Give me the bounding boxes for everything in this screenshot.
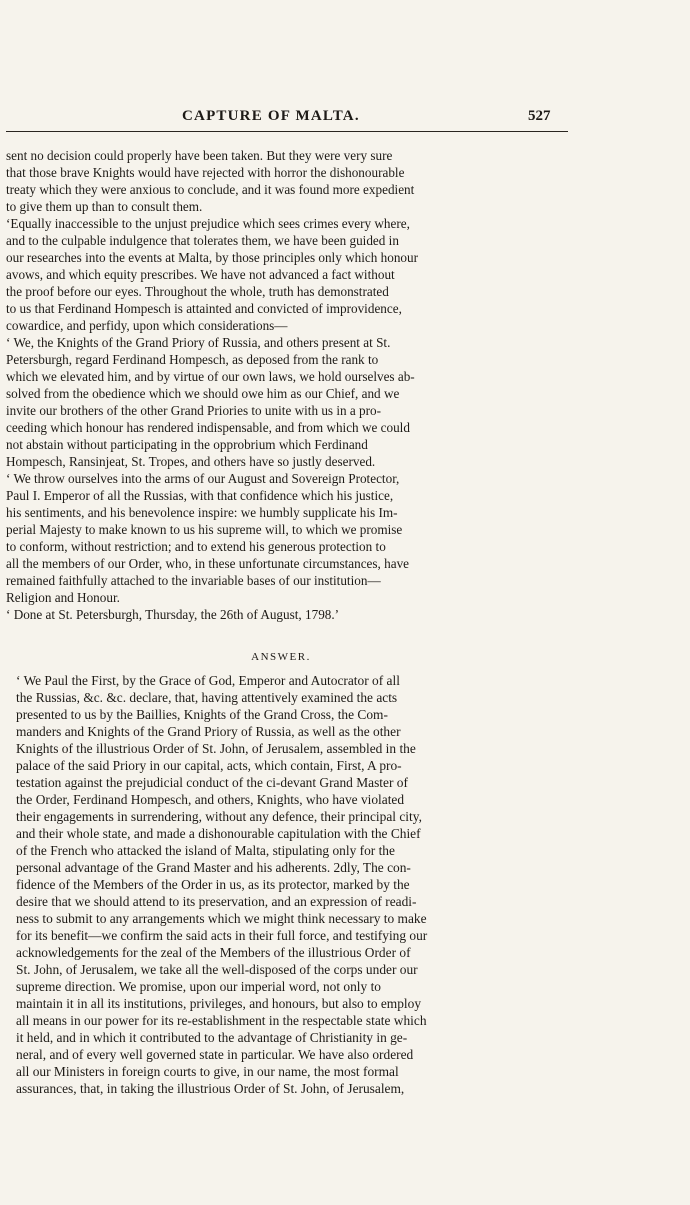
- running-header: [0, 108, 690, 132]
- text-line: solved from the obedience which we should owe him as our Chief, and we: [6, 386, 400, 401]
- text-line: ness to submit to any arrangements which we might think necessary to make: [16, 911, 427, 926]
- text-line: maintain it in all its institutions, privileges, and honours, but also to employ: [16, 996, 422, 1011]
- text-line: their engagements in surrendering, without any defence, their principal city,: [16, 809, 422, 824]
- text-line: St. John, of Jerusalem, we take all the well-disposed of the corps under our: [16, 962, 418, 977]
- text-line: ‘ Done at St. Petersburgh, Thursday, the 26th of August, 1798.’: [6, 607, 340, 622]
- running-title: CAPTURE OF MALTA.: [182, 108, 360, 124]
- text-line: supreme direction. We promise, upon our imperial word, not only to: [16, 979, 381, 994]
- text-line: ‘ We throw ourselves into the arms of our August and Sovereign Protector,: [6, 471, 400, 486]
- text-line: to us that Ferdinand Hompesch is attainted and convicted of improvidence,: [6, 301, 402, 316]
- text-line: the Russias, &c. &c. declare, that, having attentively examined the acts: [16, 690, 398, 705]
- text-line: avows, and which equity prescribes. We have not advanced a fact without: [6, 267, 395, 282]
- text-line: remained faithfully attached to the invariable bases of our institution—: [6, 573, 381, 588]
- text-line: presented to us by the Baillies, Knights of the Grand Cross, the Com-: [16, 707, 388, 722]
- text-line: and to the culpable indulgence that tolerates them, we have been guided in: [6, 233, 399, 248]
- text-line: Paul I. Emperor of all the Russias, with that confidence which his justice,: [6, 488, 394, 503]
- text-line: sent no decision could properly have been taken. But they were very sure: [6, 148, 393, 163]
- answer-heading: ANSWER.: [251, 651, 311, 663]
- text-line: our researches into the events at Malta, by those principles only which honour: [6, 250, 418, 265]
- text-line: palace of the said Priory in our capital, acts, which contain, First, A pro-: [16, 758, 402, 773]
- text-line: which we elevated him, and by virtue of our own laws, we hold ourselves ab-: [6, 369, 415, 384]
- text-line: not abstain without participating in the opprobrium which Ferdinand: [6, 437, 368, 452]
- text-line: to conform, without restriction; and to extend his generous protection to: [6, 539, 386, 554]
- text-line: Petersburgh, regard Ferdinand Hompesch, as deposed from the rank to: [6, 352, 379, 367]
- text-line: to give them up than to consult them.: [6, 199, 203, 214]
- text-line: acknowledgements for the zeal of the Members of the illustrious Order of: [16, 945, 411, 960]
- text-line: ‘Equally inaccessible to the unjust prejudice which sees crimes every where,: [6, 216, 410, 231]
- text-line: ‘ We, the Knights of the Grand Priory of Russia, and others present at St.: [6, 335, 391, 350]
- text-line: the proof before our eyes. Throughout the whole, truth has demonstrated: [6, 284, 389, 299]
- text-line: Knights of the illustrious Order of St. John, of Jerusalem, assembled in the: [16, 741, 416, 756]
- letter-text: [6, 147, 568, 623]
- text-line: treaty which they were anxious to conclude, and it was found more expedient: [6, 182, 415, 197]
- answer-text: [16, 672, 568, 1097]
- text-line: all the members of our Order, who, in these unfortunate circumstances, have: [6, 556, 410, 571]
- header-rule: [6, 131, 568, 132]
- text-line: it held, and in which it contributed to the advantage of Christianity in ge-: [16, 1030, 408, 1045]
- text-line: perial Majesty to make known to us his supreme will, to which we promise: [6, 522, 403, 537]
- text-line: cowardice, and perfidy, upon which considerations—: [6, 318, 288, 333]
- text-line: desire that we should attend to its preservation, and an expression of readi-: [16, 894, 417, 909]
- text-line: Hompesch, Ransinjeat, St. Tropes, and others have so justly deserved.: [6, 454, 376, 469]
- text-line: neral, and of every well governed state in particular. We have also ordered: [16, 1047, 414, 1062]
- text-line: for its benefit—we confirm the said acts in their full force, and testifying our: [16, 928, 428, 943]
- text-line: assurances, that, in taking the illustrious Order of St. John, of Jerusalem,: [16, 1081, 405, 1096]
- text-line: manders and Knights of the Grand Priory of Russia, as well as the other: [16, 724, 401, 739]
- text-line: his sentiments, and his benevolence inspire: we humbly supplicate his Im-: [6, 505, 398, 520]
- text-line: invite our brothers of the other Grand Priories to unite with us in a pro-: [6, 403, 382, 418]
- text-line: personal advantage of the Grand Master and his adherents. 2dly, The con-: [16, 860, 411, 875]
- text-line: all means in our power for its re-establishment in the respectable state which: [16, 1013, 427, 1028]
- text-line: Religion and Honour.: [6, 590, 120, 605]
- text-line: testation against the prejudicial conduct of the ci-devant Grand Master of: [16, 775, 408, 790]
- text-line: ‘ We Paul the First, by the Grace of God, Emperor and Autocrator of all: [16, 673, 400, 688]
- text-line: ceeding which honour has rendered indispensable, and from which we could: [6, 420, 410, 435]
- page-number: 527: [528, 108, 551, 124]
- text-line: and their whole state, and made a dishonourable capitulation with the Chief: [16, 826, 421, 841]
- text-line: the Order, Ferdinand Hompesch, and others, Knights, who have violated: [16, 792, 405, 807]
- text-line: all our Ministers in foreign courts to give, in our name, the most formal: [16, 1064, 399, 1079]
- text-line: of the French who attacked the island of Malta, stipulating only for the: [16, 843, 395, 858]
- text-line: fidence of the Members of the Order in us, as its protector, marked by the: [16, 877, 410, 892]
- text-line: that those brave Knights would have rejected with horror the dishonourable: [6, 165, 405, 180]
